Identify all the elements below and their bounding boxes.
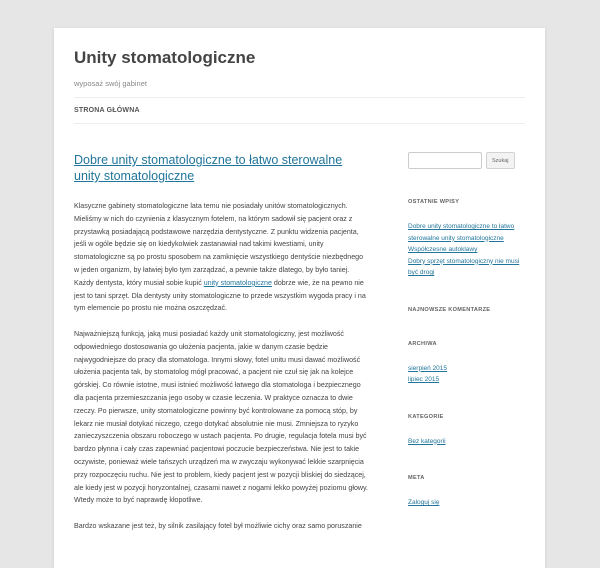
recent-post-link[interactable]: Dobre unity stomatologiczne to łatwo sterowalne unity stomatologiczne [408, 223, 515, 242]
widget-title-categories: KATEGORIE [408, 413, 444, 420]
page-container [54, 28, 545, 568]
list-item [408, 256, 526, 279]
paragraph-1-text-before: Klasyczne gabinety stomatologiczne lata temu nie posiadały unitów stomatologicznych. Mieliśmy w nich do czynienia z klasycznym fotelem, na którym sadowił się pacjent oraz z przystawką posiadającą podstawowe narzędzia dentystyczne. Z punktu widzenia pacjenta, jeśli w ogóle będzie się on kiedykolwiek zastanawiał nad takimi kwestiami, unity stomatologiczne są po prostu sposobem na zamknięcie wszystkiego dentyście niezbędnego w jeden organizm, by łatwiej było tym zarządzać, a pewnie także dlatego, by było taniej. Każdy dentysta, który musiał sobie kupić [74, 202, 364, 287]
search-button[interactable]: Szukaj [486, 152, 515, 169]
search-form [408, 152, 526, 169]
main-navigation [74, 97, 525, 124]
site-description: wyposaż swój gabinet [74, 79, 147, 88]
post-article [74, 152, 370, 533]
post-paragraph-1 [74, 200, 370, 315]
meta-list [408, 497, 526, 509]
widget-title-archives: ARCHIWA [408, 340, 437, 347]
archive-link[interactable]: sierpień 2015 [408, 364, 448, 372]
site-header [54, 28, 545, 88]
category-link[interactable]: Bez kategorii [408, 437, 446, 445]
sidebar [408, 152, 526, 537]
widget-recent-comments [408, 307, 526, 313]
widget-recent-posts [408, 199, 526, 279]
widget-categories [408, 414, 526, 448]
widget-title-meta: META [408, 475, 425, 481]
post-paragraph-2: Najważniejszą funkcją, jaką musi posiadać każdy unit stomatologiczny, jest możliwość odpowiedniego dostosowania go ułożenia pacjenta, jakie w danym czasie będzie najwygodniejsze do pracy dla stomatologa. Innymi słowy, fotel unitu musi dawać możliwość ułożenia pacjenta tak, by stomatolog mógł pracować, a pacjent nie czuł się jak na kolejce górskiej. Co równie istotne, musi istnieć możliwość łatwego dla stomatologa i bezpiecznego dla pacjenta przemieszczania jego osoby w czasie leczenia. W praktyce oznacza to dwie rzeczy. Po pierwsze, unity stomatologiczne powinny być kontrolowane za pomocą stóp, by lekarz nie musiał dotykać niczego, czego dotykać absolutnie nie musi. Zmniejsza to ryzyko zanieczyszczenia obszaru roboczego w ustach pacjenta. Po drugie, regulacja fotela musi być bardzo płynna i cały czas zapewniać pacjentowi poczucie bezpieczeństwa. Nie jest to takie oczywiste, ponieważ wiele tańszych urządzeń ma w zwyczaju wykonywać lekkie szarpnięcia przy rozpoczęciu ruchu. Nie jest to problem, kiedy pacjent jest w pozycji bliskiej do siedzącej, ale kiedy jest w pozycji horyzontalnej, czasami nawet z nogami lekko powyżej poziomu głowy. Wtedy może to być naprawdę kłopotliwe. [74, 329, 368, 505]
widget-archives [408, 341, 526, 386]
archives-list [408, 363, 526, 386]
site-title[interactable]: Unity stomatologiczne [74, 48, 256, 67]
list-item [408, 374, 526, 386]
archive-link[interactable]: lipiec 2015 [408, 376, 440, 383]
recent-post-link[interactable]: Współczesne autoklawy [408, 246, 478, 253]
widget-title-recent-posts: OSTATNIE WPISY [408, 199, 460, 205]
list-item [408, 436, 526, 448]
inline-link-unity[interactable]: unity stomatologiczne [203, 278, 272, 287]
post-title[interactable]: Dobre unity stomatologiczne to łatwo sterowalne unity stomatologiczne [74, 153, 343, 183]
main-content [74, 152, 370, 546]
nav-item-home[interactable]: STRONA GŁÓWNA [74, 107, 140, 114]
list-item [408, 363, 526, 375]
list-item [408, 497, 526, 509]
list-item [408, 221, 526, 244]
recent-post-link[interactable]: Dobry sprzęt stomatologiczny nie musi być drogi [408, 257, 520, 276]
widget-meta [408, 475, 526, 509]
recent-posts-list [408, 221, 526, 279]
categories-list [408, 436, 526, 448]
meta-link-login[interactable]: Zaloguj się [408, 499, 440, 506]
paragraph-1-text-after: dobrze wie, że na pewno nie jest to tani sprzęt. Dla dentysty unity stomatologiczne to przede wszystkim wygoda pracy i na tym elemencie po prostu nie można oszczędzać. [74, 278, 366, 313]
search-input[interactable] [408, 152, 482, 169]
list-item [408, 244, 526, 256]
post-paragraph-3: Bardzo wskazane jest też, by silnik zasilający fotel był możliwie cichy oraz samo poruszanie [74, 521, 362, 530]
widget-title-recent-comments: NAJNOWSZE KOMENTARZE [408, 306, 491, 313]
